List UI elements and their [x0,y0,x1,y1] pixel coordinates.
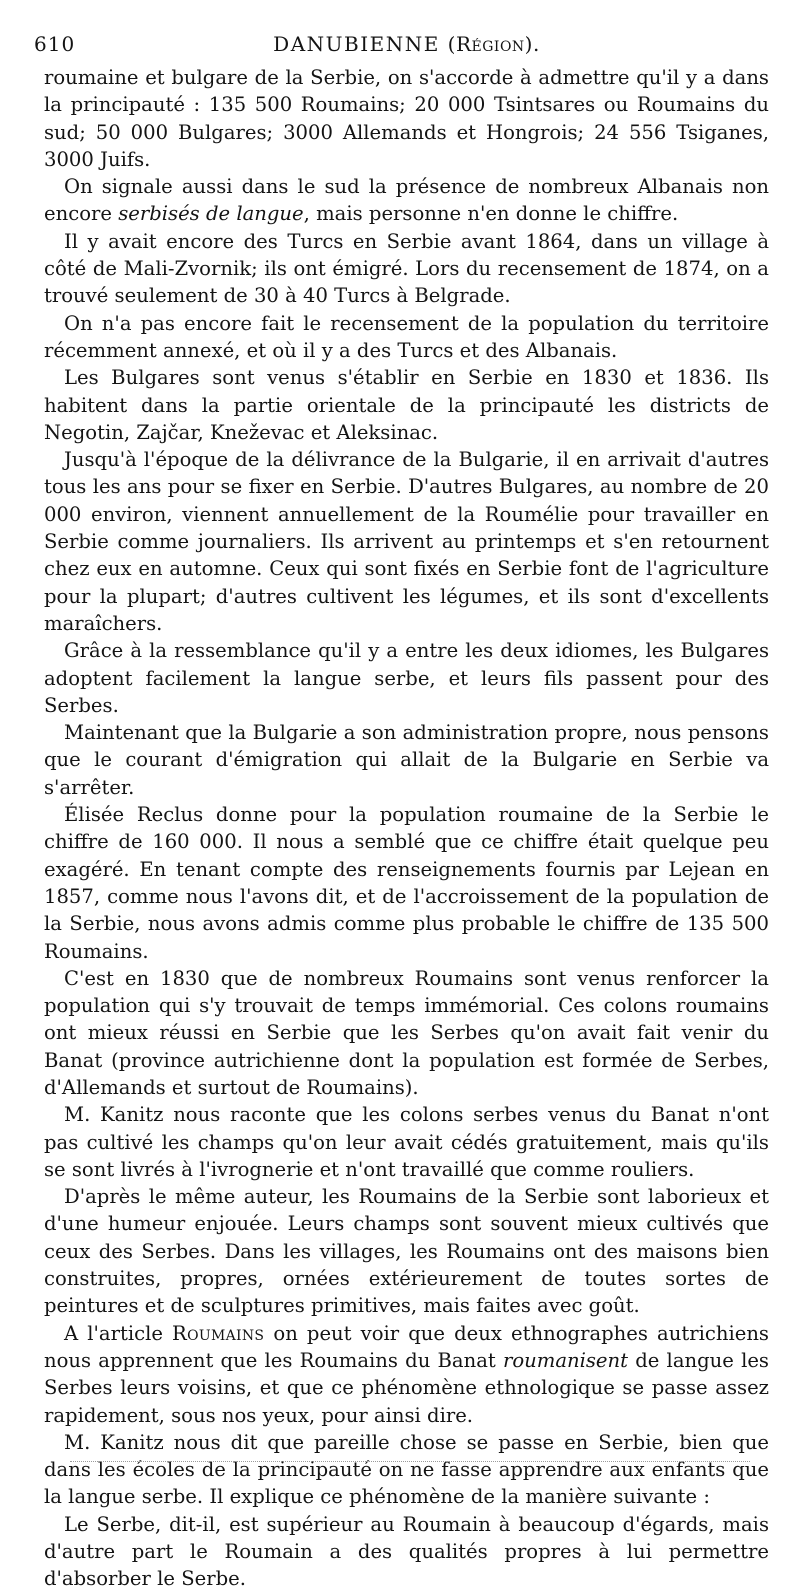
paragraph [44,965,769,1101]
paragraph [44,719,769,801]
text-run: de langue les Serbes leurs voisins, et que ce phénomène ethnologique se passe assez rapidement, sous nos yeux, pour ainsi dire. [44,1348,769,1427]
paragraph [44,1320,769,1429]
footer-rule [70,1461,750,1462]
text-run: D'après le même auteur, les Roumains de la Serbie sont laborieux et d'une humeur enjouée. Leurs champs sont souvent mieux cultivés que ceux des Serbes. Dans les villages, les Roumains ont des maisons bien construites, propres, ornées extérieurement de toutes sortes de peintures et de sculptures primitives, mais faites avec goût. [44,1185,769,1318]
text-run: Maintenant que la Bulgarie a son administration propre, nous pensons que le courant d'émigration qui allait de la Bulgarie en Serbie va s'arrêter. [44,721,769,799]
paragraph [44,446,769,637]
body-text [44,64,769,1593]
italic-text: roumanisent [502,1348,629,1372]
text-run: on peut voir que deux ethnographes autrichiens nous apprennent que les Roumains du Banat [44,1321,769,1372]
text-run: Élisée Reclus donne pour la population roumaine de la Serbie le chiffre de 160 000. Il nous a semblé que ce chiffre était quelque peu exagéré. En tenant compte des renseignements fournis par Lejean en 1857, comme nous l'avons dit, et de l'accroissement de la population de la Serbie, nous avons admis comme plus probable le chiffre de 135 500 Roumains. [44,803,769,963]
paragraph [44,228,769,310]
text-run: On signale aussi dans le sud la présence de nombreux Albanais non encore [44,175,769,226]
text-run: , mais personne n'en donne le chiffre. [303,202,679,226]
paragraph [44,310,769,365]
text-run: Le Serbe, dit-il, est supérieur au Roumain à beaucoup d'égards, mais d'autre part le Roumain a des qualités propres à lui permettre d'absorber le Serbe. [44,1512,769,1591]
paragraph [44,801,769,965]
paragraph [44,637,769,719]
text-run: roumaine et bulgare de la Serbie, on s'accorde à admettre qu'il y a dans la principauté : 135 500 Roumains; 20 000 Tsintsares ou Roumains du sud; 50 000 Bulgares; 3000 Allemands et Hongrois; 24 556 Tsiganes, 3000 Juifs. [44,66,769,171]
text-run: On n'a pas encore fait le recensement de la population du territoire récemment annexé, et où il y a des Turcs et des Albanais. [44,311,769,362]
text-run: Jusqu'à l'époque de la délivrance de la Bulgarie, il en arrivait d'autres tous les ans pour se fixer en Serbie. D'autres Bulgares, au nombre de 20 000 environ, viennent annuellement de la Roumélie pour travailler en Serbie comme journaliers. Ils arrivent au printemps et s'en retournent chez eux en automne. Ceux qui sont fixés en Serbie font de l'agriculture pour la plupart; d'autres cultivent les légumes, et ils sont d'excellents maraîchers. [44,448,769,635]
paragraph [44,1101,769,1183]
document-page [34,28,769,1593]
text-run: M. Kanitz nous raconte que les colons serbes venus du Banat n'ont pas cultivé les champs qu'on leur avait cédés gratuitement, mais qu'ils se sont livrés à l'ivrognerie et n'ont travaillé que comme rouliers. [44,1103,769,1181]
paragraph [44,364,769,446]
paragraph [44,1511,769,1593]
text-run: M. Kanitz nous dit que pareille chose se passe en Serbie, bien que dans les écoles de la principauté on ne fasse apprendre aux enfants que la langue serbe. Il explique ce phénomène de la manière suivante : [44,1430,769,1509]
text-run: Les Bulgares sont venus s'établir en Serbie en 1830 et 1836. Ils habitent dans la partie orientale de la principauté les districts de Negotin, Zajčar, Kneževac et Aleksinac. [44,366,769,444]
paragraph [44,1429,769,1511]
italic-text: serbisés de langue [118,202,304,226]
small-caps-text: Roumains [172,1321,265,1345]
running-head [44,32,769,56]
paragraph [44,64,769,173]
paragraph [44,173,769,228]
text-run: Il y avait encore des Turcs en Serbie avant 1864, dans un village à côté de Mali-Zvornik; ils ont émigré. Lors du recensement de 1874, on a trouvé seulement de 30 à 40 Turcs à Belgrade. [44,229,769,308]
page-header [34,28,769,62]
text-run: Grâce à la ressemblance qu'il y a entre les deux idiomes, les Bulgares adoptent facilement la langue serbe, et leurs fils passent pour des Serbes. [44,639,769,717]
paragraph [44,1183,769,1319]
running-title: DANUBIENNE [273,32,440,56]
text-run: A l'article [64,1321,173,1345]
page-number: 610 [34,32,76,56]
running-subtitle: (Région). [447,32,540,56]
text-run: C'est en 1830 que de nombreux Roumains sont venus renforcer la population qui s'y trouvait de temps immémorial. Ces colons roumains ont mieux réussi en Serbie que les Serbes qu'on avait fait venir du Banat (province autrichienne dont la population est formée de Serbes, d'Allemands et surtout de Roumains). [44,966,769,1099]
